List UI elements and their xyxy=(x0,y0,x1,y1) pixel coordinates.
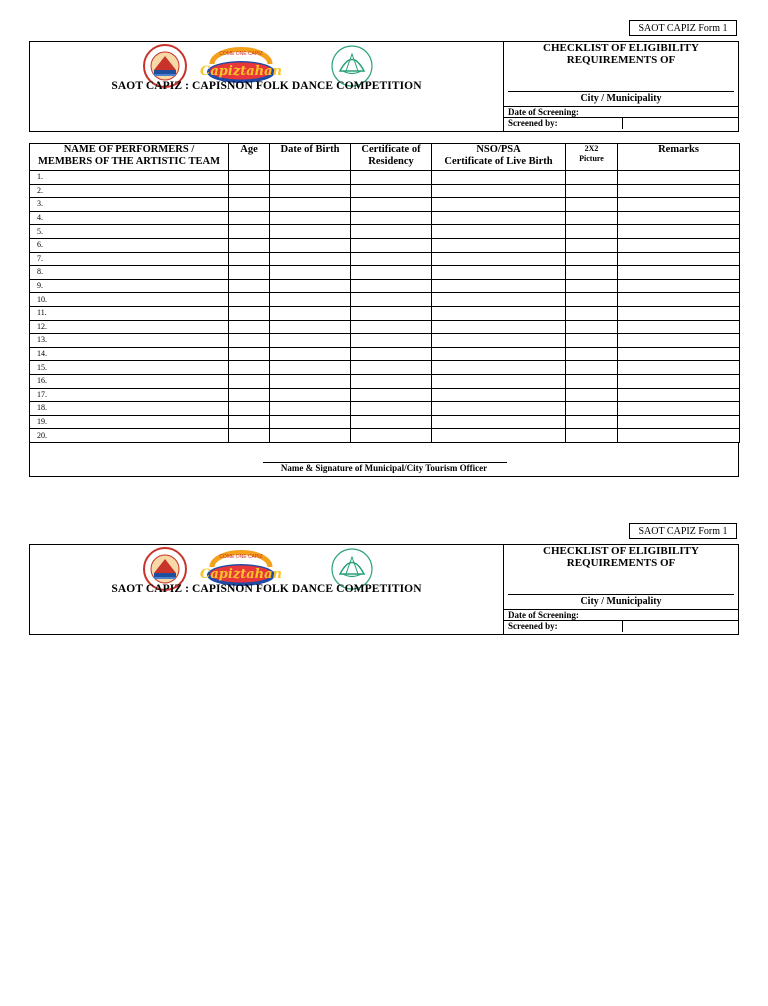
row-number-cell: 11. xyxy=(30,306,229,320)
entry-cell[interactable] xyxy=(432,415,566,429)
entry-cell[interactable] xyxy=(618,266,740,280)
table-row xyxy=(30,388,740,402)
festival-logo-icon xyxy=(200,50,282,84)
entry-cell[interactable] xyxy=(566,429,618,443)
performers-table xyxy=(29,143,740,443)
table-row xyxy=(30,252,740,266)
entry-cell[interactable] xyxy=(618,388,740,402)
entry-cell[interactable] xyxy=(270,361,351,375)
entry-cell[interactable] xyxy=(432,306,566,320)
row-number-cell: 12. xyxy=(30,320,229,334)
column-header: Age xyxy=(229,144,270,171)
entry-cell[interactable] xyxy=(618,347,740,361)
date-of-screening-row: Date of Screening: xyxy=(504,106,738,118)
header-right xyxy=(504,42,738,131)
entry-cell[interactable] xyxy=(566,388,618,402)
entry-cell[interactable] xyxy=(229,347,270,361)
entry-cell[interactable] xyxy=(270,415,351,429)
entry-cell[interactable] xyxy=(351,334,432,348)
table-row xyxy=(30,171,740,185)
entry-cell[interactable] xyxy=(618,415,740,429)
entry-cell[interactable] xyxy=(351,415,432,429)
entry-cell[interactable] xyxy=(566,334,618,348)
entry-cell[interactable] xyxy=(351,361,432,375)
entry-cell[interactable] xyxy=(351,429,432,443)
entry-cell[interactable] xyxy=(432,334,566,348)
table-row xyxy=(30,374,740,388)
row-number-cell: 16. xyxy=(30,374,229,388)
entry-cell[interactable] xyxy=(432,402,566,416)
entry-cell[interactable] xyxy=(229,198,270,212)
entry-cell[interactable] xyxy=(432,347,566,361)
entry-cell[interactable] xyxy=(618,334,740,348)
entry-cell[interactable] xyxy=(351,211,432,225)
row-number-cell: 13. xyxy=(30,334,229,348)
entry-cell[interactable] xyxy=(432,171,566,185)
entry-cell[interactable] xyxy=(566,198,618,212)
entry-cell[interactable] xyxy=(229,225,270,239)
table-row xyxy=(30,266,740,280)
entry-cell[interactable] xyxy=(618,320,740,334)
column-header: 2X2 Picture xyxy=(566,144,618,171)
entry-cell[interactable] xyxy=(351,388,432,402)
entry-cell[interactable] xyxy=(229,361,270,375)
header-left xyxy=(30,42,504,131)
table-row xyxy=(30,429,740,443)
competition-title: SAOT CAPIZ : CAPISNON FOLK DANCE COMPETITION xyxy=(111,583,422,595)
entry-cell[interactable] xyxy=(618,361,740,375)
entry-cell[interactable] xyxy=(618,225,740,239)
screened-by-row: Screened by: xyxy=(504,620,738,632)
form-code-label: SAOT CAPIZ Form 1 xyxy=(629,523,737,539)
requirements-of-line xyxy=(508,91,734,92)
table-row xyxy=(30,334,740,348)
competition-title: SAOT CAPIZ : CAPISNON FOLK DANCE COMPETITION xyxy=(111,80,422,92)
entry-cell[interactable] xyxy=(229,320,270,334)
entry-cell[interactable] xyxy=(566,402,618,416)
entry-cell[interactable] xyxy=(270,252,351,266)
entry-cell[interactable] xyxy=(432,388,566,402)
entry-cell[interactable] xyxy=(351,279,432,293)
entry-cell[interactable] xyxy=(432,225,566,239)
entry-cell[interactable] xyxy=(270,429,351,443)
row-number-cell: 7. xyxy=(30,252,229,266)
form-header xyxy=(29,544,739,635)
signature-label: Name & Signature of Municipal/City Tourism Officer xyxy=(280,463,488,473)
entry-cell[interactable] xyxy=(270,225,351,239)
entry-cell[interactable] xyxy=(229,238,270,252)
entry-cell[interactable] xyxy=(229,171,270,185)
entry-cell[interactable] xyxy=(432,252,566,266)
entry-cell[interactable] xyxy=(618,293,740,307)
row-number-cell: 6. xyxy=(30,238,229,252)
entry-cell[interactable] xyxy=(618,184,740,198)
entry-cell[interactable] xyxy=(229,306,270,320)
table-row xyxy=(30,238,740,252)
entry-cell[interactable] xyxy=(270,402,351,416)
entry-cell[interactable] xyxy=(351,184,432,198)
entry-cell[interactable] xyxy=(229,415,270,429)
entry-cell[interactable] xyxy=(270,320,351,334)
column-header: Certificate of Residency xyxy=(351,144,432,171)
entry-cell[interactable] xyxy=(229,388,270,402)
entry-cell[interactable] xyxy=(566,211,618,225)
entry-cell[interactable] xyxy=(432,361,566,375)
entry-cell[interactable] xyxy=(270,171,351,185)
entry-cell[interactable] xyxy=(351,198,432,212)
entry-cell[interactable] xyxy=(270,293,351,307)
checklist-title: CHECKLIST OF ELIGIBILITY REQUIREMENTS OF xyxy=(543,545,699,569)
entry-cell[interactable] xyxy=(229,266,270,280)
table-row xyxy=(30,402,740,416)
entry-cell[interactable] xyxy=(270,184,351,198)
row-number-cell: 19. xyxy=(30,415,229,429)
entry-cell[interactable] xyxy=(566,184,618,198)
entry-cell[interactable] xyxy=(618,252,740,266)
entry-cell[interactable] xyxy=(566,252,618,266)
column-header: Date of Birth xyxy=(270,144,351,171)
entry-cell[interactable] xyxy=(270,334,351,348)
entry-cell[interactable] xyxy=(270,347,351,361)
table-header-row xyxy=(30,144,740,171)
row-number-cell: 5. xyxy=(30,225,229,239)
header-left xyxy=(30,545,504,634)
form-code-label: SAOT CAPIZ Form 1 xyxy=(629,20,737,36)
entry-cell[interactable] xyxy=(432,184,566,198)
table-row xyxy=(30,306,740,320)
entry-cell[interactable] xyxy=(351,171,432,185)
entry-cell[interactable] xyxy=(229,429,270,443)
entry-cell[interactable] xyxy=(566,266,618,280)
entry-cell[interactable] xyxy=(432,211,566,225)
entry-cell[interactable] xyxy=(432,320,566,334)
table-row xyxy=(30,198,740,212)
entry-cell[interactable] xyxy=(432,198,566,212)
row-number-cell: 14. xyxy=(30,347,229,361)
entry-cell[interactable] xyxy=(351,266,432,280)
entry-cell[interactable] xyxy=(351,252,432,266)
signature-box xyxy=(29,443,739,477)
city-municipality-label: City / Municipality xyxy=(580,596,662,607)
table-row xyxy=(30,293,740,307)
screened-by-row: Screened by: xyxy=(504,117,738,129)
entry-cell[interactable] xyxy=(351,306,432,320)
table-body xyxy=(30,171,740,443)
entry-cell[interactable] xyxy=(618,238,740,252)
svg-text:Capiztahan: Capiztahan xyxy=(200,64,282,79)
entry-cell[interactable] xyxy=(566,347,618,361)
entry-cell[interactable] xyxy=(566,171,618,185)
row-number-cell: 10. xyxy=(30,293,229,307)
table-row xyxy=(30,320,740,334)
svg-text:COME ONE CAPIZ: COME ONE CAPIZ xyxy=(219,51,263,57)
entry-cell[interactable] xyxy=(566,415,618,429)
table-row xyxy=(30,225,740,239)
entry-cell[interactable] xyxy=(229,279,270,293)
entry-cell[interactable] xyxy=(618,198,740,212)
row-number-cell: 3. xyxy=(30,198,229,212)
entry-cell[interactable] xyxy=(270,266,351,280)
entry-cell[interactable] xyxy=(618,211,740,225)
checklist-title: CHECKLIST OF ELIGIBILITY REQUIREMENTS OF xyxy=(543,42,699,66)
entry-cell[interactable] xyxy=(618,306,740,320)
column-header: NAME OF PERFORMERS / MEMBERS OF THE ARTISTIC TEAM xyxy=(30,144,229,171)
entry-cell[interactable] xyxy=(618,402,740,416)
svg-text:COME ONE CAPIZ: COME ONE CAPIZ xyxy=(219,554,263,560)
entry-cell[interactable] xyxy=(566,279,618,293)
entry-cell[interactable] xyxy=(351,402,432,416)
entry-cell[interactable] xyxy=(351,225,432,239)
entry-cell[interactable] xyxy=(229,184,270,198)
entry-cell[interactable] xyxy=(566,306,618,320)
entry-cell[interactable] xyxy=(270,198,351,212)
entry-cell[interactable] xyxy=(351,293,432,307)
entry-cell[interactable] xyxy=(566,293,618,307)
entry-cell[interactable] xyxy=(432,279,566,293)
entry-cell[interactable] xyxy=(618,171,740,185)
column-header: NSO/PSA Certificate of Live Birth xyxy=(432,144,566,171)
row-number-cell: 8. xyxy=(30,266,229,280)
requirements-of-line xyxy=(508,594,734,595)
form-header xyxy=(29,41,739,132)
row-number-cell: 20. xyxy=(30,429,229,443)
entry-cell[interactable] xyxy=(229,334,270,348)
entry-cell[interactable] xyxy=(432,238,566,252)
entry-cell[interactable] xyxy=(270,211,351,225)
row-number-cell: 2. xyxy=(30,184,229,198)
entry-cell[interactable] xyxy=(351,320,432,334)
entry-cell[interactable] xyxy=(566,320,618,334)
entry-cell[interactable] xyxy=(566,238,618,252)
entry-cell[interactable] xyxy=(351,238,432,252)
row-number-cell: 9. xyxy=(30,279,229,293)
table-row xyxy=(30,184,740,198)
row-number-cell: 18. xyxy=(30,402,229,416)
entry-cell[interactable] xyxy=(229,293,270,307)
festival-logo-icon xyxy=(200,553,282,587)
entry-cell[interactable] xyxy=(229,211,270,225)
city-municipality-label: City / Municipality xyxy=(580,93,662,104)
entry-cell[interactable] xyxy=(270,279,351,293)
table-row xyxy=(30,361,740,375)
entry-cell[interactable] xyxy=(618,279,740,293)
entry-cell[interactable] xyxy=(270,238,351,252)
entry-cell[interactable] xyxy=(618,374,740,388)
row-number-cell: 17. xyxy=(30,388,229,402)
entry-cell[interactable] xyxy=(566,374,618,388)
entry-cell[interactable] xyxy=(432,374,566,388)
row-number-cell: 1. xyxy=(30,171,229,185)
svg-text:Capiztahan: Capiztahan xyxy=(200,567,282,582)
entry-cell[interactable] xyxy=(432,266,566,280)
table-row xyxy=(30,415,740,429)
date-of-screening-row: Date of Screening: xyxy=(504,609,738,621)
row-number-cell: 15. xyxy=(30,361,229,375)
entry-cell[interactable] xyxy=(351,347,432,361)
table-row xyxy=(30,279,740,293)
entry-cell[interactable] xyxy=(566,225,618,239)
entry-cell[interactable] xyxy=(229,374,270,388)
entry-cell[interactable] xyxy=(229,252,270,266)
entry-cell[interactable] xyxy=(229,402,270,416)
entry-cell[interactable] xyxy=(618,429,740,443)
entry-cell[interactable] xyxy=(270,374,351,388)
header-right xyxy=(504,545,738,634)
entry-cell[interactable] xyxy=(566,361,618,375)
table-row xyxy=(30,211,740,225)
entry-cell[interactable] xyxy=(270,306,351,320)
table-row xyxy=(30,347,740,361)
entry-cell[interactable] xyxy=(351,374,432,388)
entry-cell[interactable] xyxy=(432,429,566,443)
entry-cell[interactable] xyxy=(270,388,351,402)
column-header: Remarks xyxy=(618,144,740,171)
entry-cell[interactable] xyxy=(432,293,566,307)
row-number-cell: 4. xyxy=(30,211,229,225)
